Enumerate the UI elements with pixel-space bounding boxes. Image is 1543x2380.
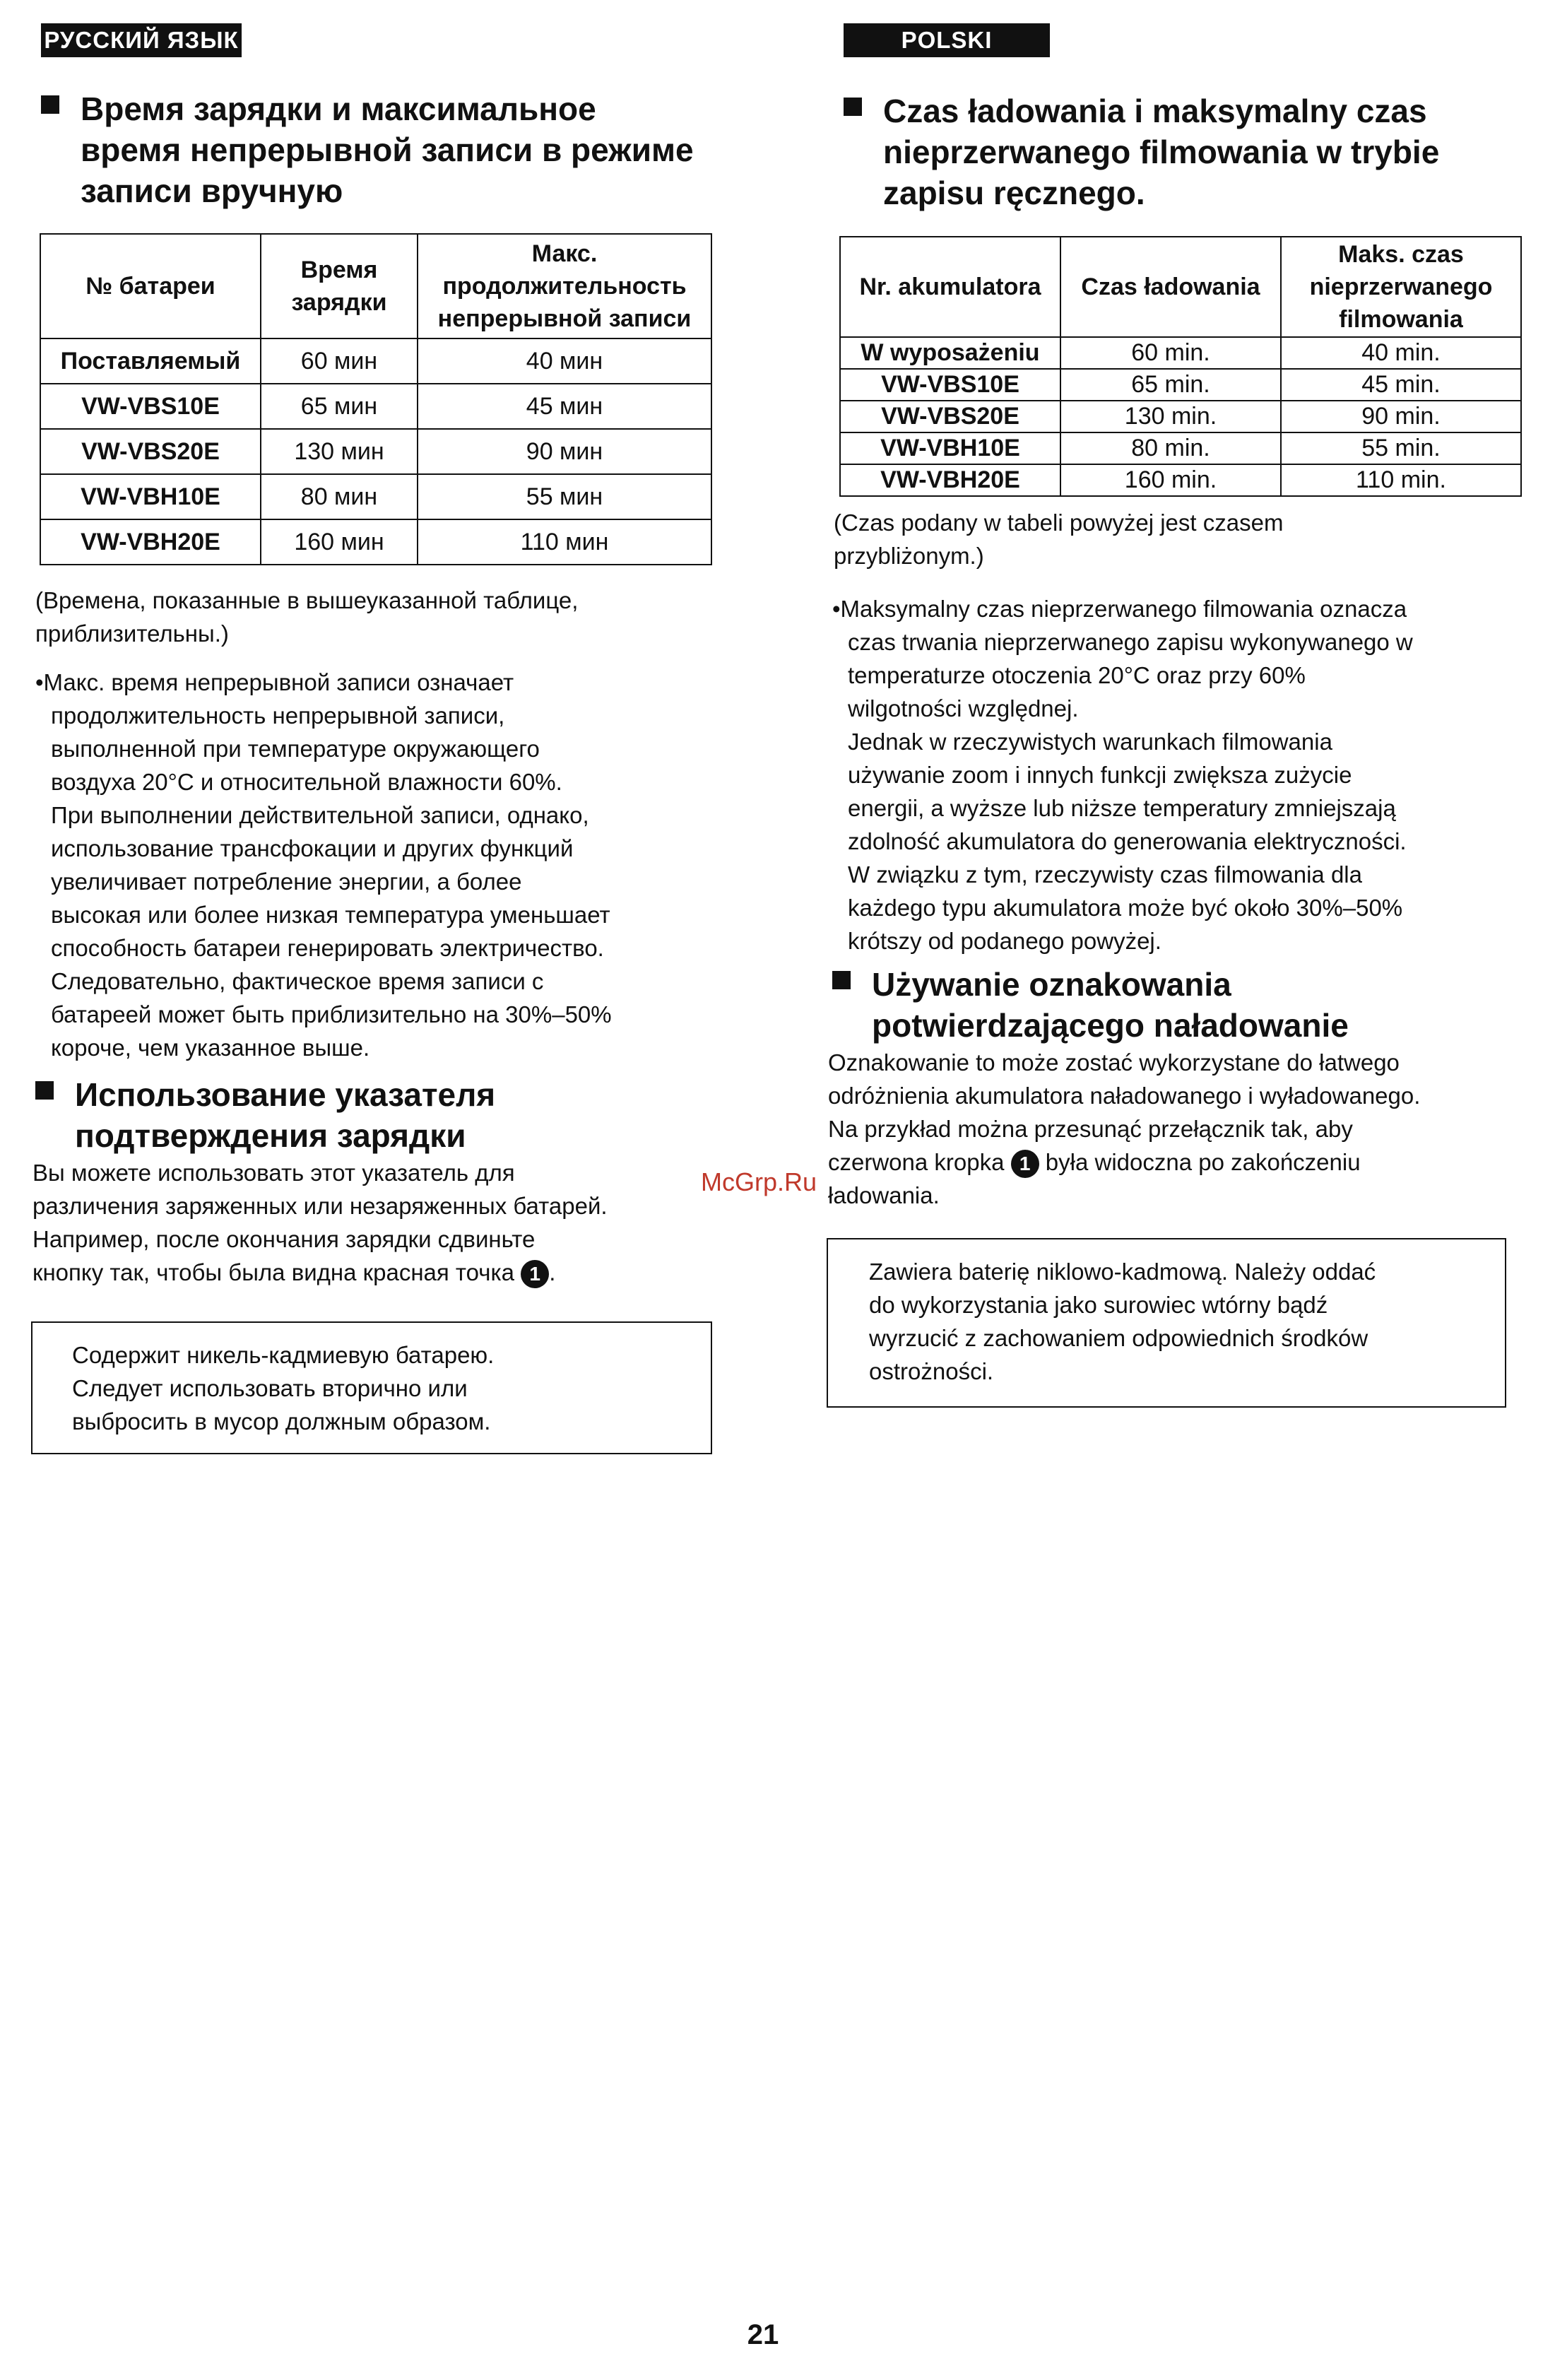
table-cell: VW-VBH20E <box>840 464 1060 496</box>
text-line: każdego typu akumulatora może być około 30%–50% <box>848 895 1403 921</box>
text-line: (Czas podany w tabeli powyżej jest czasem <box>834 509 1284 536</box>
text-line: zdolność akumulatora do generowania elektryczności. <box>848 828 1407 854</box>
table-row <box>40 429 711 474</box>
table-row <box>840 337 1521 369</box>
text-line: способность батареи генерировать электричество. <box>51 935 604 961</box>
text-fragment: była widoczna po zakończeniu <box>1045 1149 1361 1175</box>
text-line: различения заряженных или незаряженных батарей. <box>32 1193 608 1219</box>
table-header: Czas ładowania <box>1060 237 1281 337</box>
table-row <box>40 474 711 519</box>
table-cell: Поставляемый <box>40 338 261 384</box>
page-number: 21 <box>747 2319 779 2350</box>
ru-battery-table <box>40 233 712 565</box>
table-cell: VW-VBH20E <box>40 519 261 565</box>
bullet-square-icon <box>41 95 59 114</box>
table-cell: 40 мин <box>418 338 711 384</box>
text-line: Jednak w rzeczywistych warunkach filmowania <box>848 729 1332 755</box>
table-cell: W wyposażeniu <box>840 337 1060 369</box>
pl-heading-line: nieprzerwanego filmowania w trybie <box>883 134 1440 170</box>
text-line: Na przykład można przesunąć przełącznik tak, aby <box>828 1116 1353 1142</box>
table-header-row <box>40 234 711 338</box>
table-row <box>40 384 711 429</box>
bullet-square-icon <box>832 971 851 989</box>
table-cell: VW-VBH10E <box>40 474 261 519</box>
table-cell: VW-VBH10E <box>840 432 1060 464</box>
table-cell: 130 min. <box>1060 401 1281 432</box>
text-fragment: кнопку так, чтобы была видна красная точка <box>32 1259 515 1285</box>
table-cell: 90 min. <box>1281 401 1521 432</box>
table-row <box>840 369 1521 401</box>
table-cell: VW-VBS20E <box>840 401 1060 432</box>
table-cell: 80 мин <box>261 474 418 519</box>
text-line: Например, после окончания зарядки сдвиньте <box>32 1226 536 1252</box>
text-line: przybliżonym.) <box>834 543 984 569</box>
text-line: ostrożności. <box>869 1358 994 1384</box>
text-line <box>32 1256 746 1289</box>
text-line: При выполнении действительной записи, однако, <box>51 802 589 828</box>
text-line: короче, чем указанное выше. <box>51 1035 370 1061</box>
text-line: energii, a wyższe lub niższe temperatury zmniejszają <box>848 795 1396 821</box>
table-cell: 40 min. <box>1281 337 1521 369</box>
table-cell: 45 min. <box>1281 369 1521 401</box>
text-line: использование трансфокации и других функций <box>51 835 574 861</box>
table-cell: 55 min. <box>1281 432 1521 464</box>
text-line: (Времена, показанные в вышеуказанной таблице, <box>35 587 579 613</box>
pl-indicator-paragraph <box>828 1046 1538 1212</box>
text-line: wyrzucić z zachowaniem odpowiednich środków <box>869 1325 1368 1351</box>
text-line <box>828 1145 1538 1179</box>
table-row <box>840 401 1521 432</box>
text-line: •Макс. время непрерывной записи означает <box>35 669 514 695</box>
text-line: temperaturze otoczenia 20°C oraz przy 60% <box>848 662 1306 688</box>
table-row <box>40 338 711 384</box>
table-cell: 55 мин <box>418 474 711 519</box>
pl-battery-table <box>839 236 1522 497</box>
bullet-square-icon <box>35 1081 54 1100</box>
ru-indicator-paragraph <box>32 1156 746 1289</box>
table-header: Макс. продолжительность непрерывной записи <box>418 234 711 338</box>
text-line: Следовательно, фактическое время записи с <box>51 968 544 994</box>
table-header: Время зарядки <box>261 234 418 338</box>
table-cell: 110 мин <box>418 519 711 565</box>
text-line: воздуха 20°C и относительной влажности 60%. <box>51 769 562 795</box>
ru-heading-line: Использование указателя <box>75 1076 496 1113</box>
language-tag-polish: POLSKI <box>844 23 1050 57</box>
table-header: Maks. czas nieprzerwanego filmowania <box>1281 237 1521 337</box>
ru-table-note <box>35 584 728 650</box>
ru-heading-line: подтверждения зарядки <box>75 1117 466 1154</box>
text-line: продолжительность непрерывной записи, <box>51 702 505 729</box>
table-cell: VW-VBS10E <box>40 384 261 429</box>
table-cell: 65 min. <box>1060 369 1281 401</box>
text-line: Zawiera baterię niklowo-kadmową. Należy oddać <box>869 1259 1376 1285</box>
pl-heading-charge-indicator <box>832 964 1532 1046</box>
table-header: № батареи <box>40 234 261 338</box>
ru-bullet-paragraph <box>35 666 742 1064</box>
bullet-square-icon <box>844 98 862 116</box>
table-header: Nr. akumulatora <box>840 237 1060 337</box>
text-line: krótszy od podanego powyżej. <box>848 928 1161 954</box>
pl-bullet-paragraph <box>832 592 1539 958</box>
table-cell: 160 min. <box>1060 464 1281 496</box>
table-row <box>840 432 1521 464</box>
ru-heading-line: Время зарядки и максимальное <box>81 90 596 127</box>
text-line: высокая или более низкая температура уменьшает <box>51 902 610 928</box>
text-line: do wykorzystania jako surowiec wtórny bądź <box>869 1292 1328 1318</box>
table-cell: VW-VBS10E <box>840 369 1060 401</box>
pl-heading-charging-time <box>844 90 1536 213</box>
text-fragment: . <box>549 1259 556 1285</box>
text-line: czas trwania nieprzerwanego zapisu wykonywanego w <box>848 629 1413 655</box>
text-line: W związku z tym, rzeczywisty czas filmowania dla <box>848 861 1362 888</box>
ru-heading-line: время непрерывной записи в режиме <box>81 131 694 168</box>
table-row <box>40 519 711 565</box>
text-fragment: czerwona kropka <box>828 1149 1005 1175</box>
pl-heading-line: Używanie oznakowania <box>872 966 1231 1003</box>
text-line: Вы можете использовать этот указатель для <box>32 1160 515 1186</box>
table-row <box>840 464 1521 496</box>
table-cell: 60 min. <box>1060 337 1281 369</box>
language-tag-russian: РУССКИЙ ЯЗЫК <box>41 23 242 57</box>
text-line: батареей может быть приблизительно на 30%–50% <box>51 1001 612 1027</box>
text-line: ładowania. <box>828 1182 940 1208</box>
pl-table-note <box>834 506 1533 572</box>
ru-heading-line: записи вручную <box>81 172 343 209</box>
table-cell: 45 мин <box>418 384 711 429</box>
text-line: używanie zoom i innych funkcji zwiększa zużycie <box>848 762 1352 788</box>
ru-disposal-notice-box <box>31 1321 712 1454</box>
pl-heading-line: Czas ładowania i maksymalny czas <box>883 93 1427 129</box>
table-cell: VW-VBS20E <box>40 429 261 474</box>
table-cell: 60 мин <box>261 338 418 384</box>
marker-1-icon: 1 <box>521 1260 549 1288</box>
table-cell: 130 мин <box>261 429 418 474</box>
table-cell: 110 min. <box>1281 464 1521 496</box>
ru-heading-charging-time <box>41 88 747 211</box>
watermark: McGrp.Ru <box>701 1167 817 1196</box>
text-line: wilgotności względnej. <box>848 695 1079 721</box>
text-line: odróżnienia akumulatora naładowanego i wyładowanego. <box>828 1083 1421 1109</box>
text-line: •Maksymalny czas nieprzerwanego filmowania oznacza <box>832 596 1407 622</box>
table-cell: 65 мин <box>261 384 418 429</box>
pl-disposal-notice-box <box>827 1238 1506 1408</box>
marker-1-icon: 1 <box>1011 1150 1039 1178</box>
text-line: Oznakowanie to może zostać wykorzystane do łatwego <box>828 1049 1400 1076</box>
pl-heading-line: potwierdzającego naładowanie <box>872 1007 1349 1044</box>
text-line: Следует использовать вторично или <box>72 1375 468 1401</box>
table-cell: 80 min. <box>1060 432 1281 464</box>
table-cell: 160 мин <box>261 519 418 565</box>
table-cell: 90 мин <box>418 429 711 474</box>
table-header-row <box>840 237 1521 337</box>
text-line: приблизительны.) <box>35 620 229 647</box>
text-line: выполненной при температуре окружающего <box>51 736 540 762</box>
pl-heading-line: zapisu ręcznego. <box>883 175 1145 211</box>
text-line: выбросить в мусор должным образом. <box>72 1408 491 1435</box>
text-line: увеличивает потребление энергии, а более <box>51 868 522 895</box>
ru-heading-charge-indicator <box>35 1074 742 1156</box>
text-line: Содержит никель-кадмиевую батарею. <box>72 1342 495 1368</box>
